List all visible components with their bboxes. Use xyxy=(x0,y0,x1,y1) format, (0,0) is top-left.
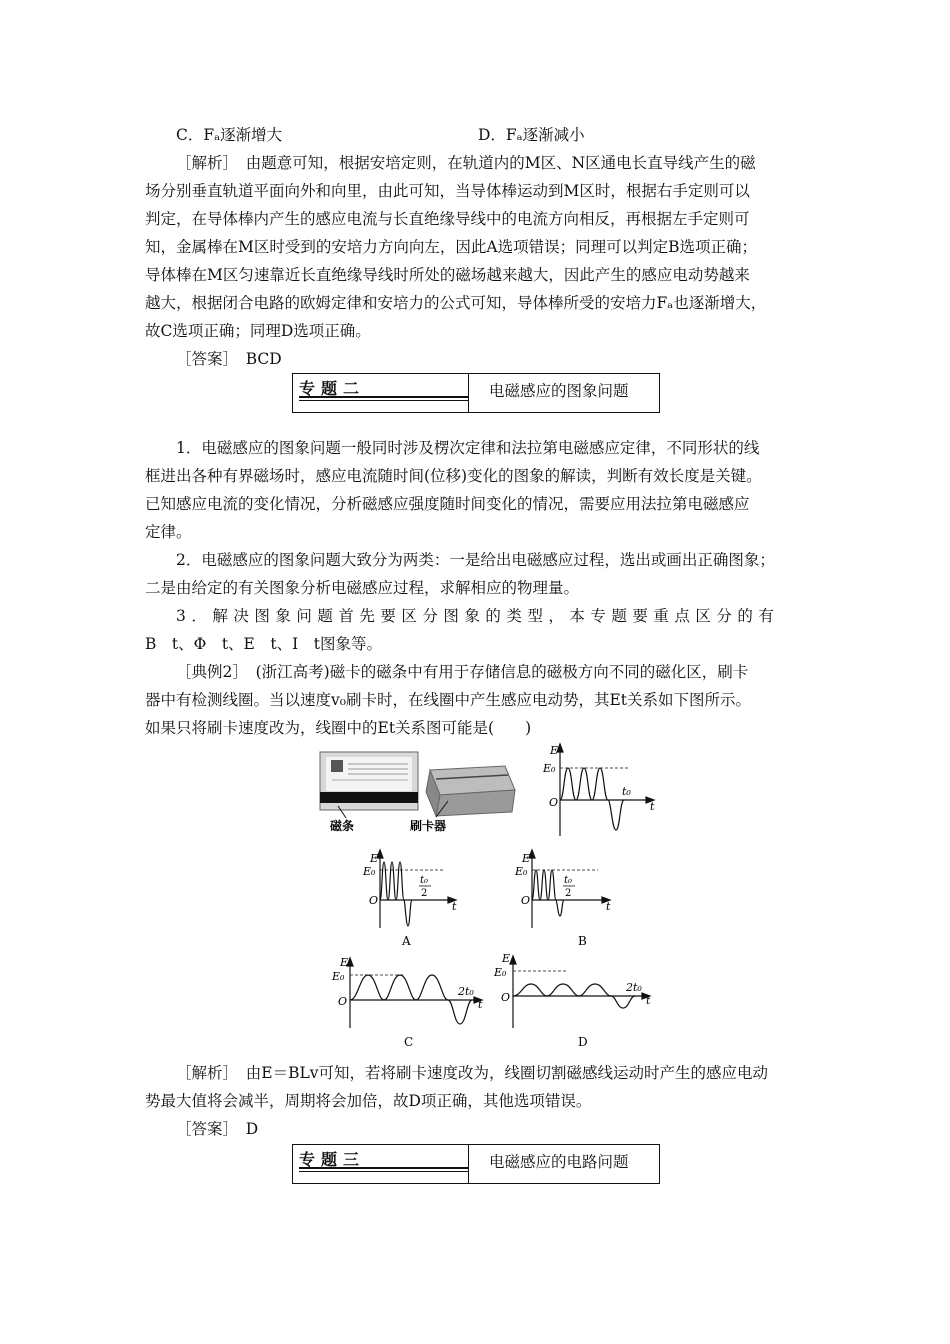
axis-t: t xyxy=(478,998,483,1011)
analysis-line: ［解析］ 由题意可知，根据安培定则，在轨道内的M区、N区通电长直导线产生的磁 xyxy=(176,154,756,172)
main-graph xyxy=(557,744,654,836)
topic-title: 电磁感应的电路问题 xyxy=(489,1153,629,1171)
axis-e: E xyxy=(502,952,511,965)
origin-label: O xyxy=(501,991,511,1004)
t0-half-num: t₀ xyxy=(420,875,429,886)
analysis-line: 势最大值将会减半，周期将会加倍，故D项正确，其他选项错误。 xyxy=(145,1092,592,1110)
label-strip: 磁条 xyxy=(330,819,355,833)
answer-line: ［答案］ BCD xyxy=(176,350,282,368)
axis-t: t xyxy=(452,900,457,913)
e0-label: E₀ xyxy=(543,762,556,775)
topic-header-2 xyxy=(292,373,660,413)
topic-title: 电磁感应的图象问题 xyxy=(489,382,629,400)
option-d-label: D xyxy=(578,1035,588,1049)
axis-e: E xyxy=(370,852,379,865)
point-line: 定律。 xyxy=(145,523,192,541)
axis-t: t xyxy=(646,994,651,1007)
point-line: 二是由给定的有关图象分析电磁感应过程，求解相应的物理量。 xyxy=(145,579,580,597)
analysis-line: 导体棒在M区匀速靠近长直绝缘导线时所处的磁场越来越大，因此产生的感应电动势越来 xyxy=(145,266,750,284)
point-line: 3．解决图象问题首先要区分图象的类型，本专题要重点区分的有 xyxy=(176,607,780,625)
topic-label: 专题三 xyxy=(299,1150,366,1169)
figure xyxy=(300,740,680,1060)
e0-label: E₀ xyxy=(332,970,345,983)
analysis-line: 判定，在导体棒内产生的感应电流与长直绝缘导线中的电流方向相反，再根据左手定则可 xyxy=(145,210,750,228)
axis-e: E xyxy=(522,852,531,865)
card-image xyxy=(320,752,418,818)
e0-label: E₀ xyxy=(515,865,528,878)
axis-e: E xyxy=(550,744,559,757)
option-b-label: B xyxy=(578,934,587,948)
axis-t: t xyxy=(650,800,655,813)
axis-t: t xyxy=(606,900,611,913)
origin-label: O xyxy=(338,995,348,1008)
analysis-line: 场分别垂直轨道平面向外和向里，由此可知，当导体棒运动到M区时，根据右手定则可以 xyxy=(145,182,750,200)
label-reader: 刷卡器 xyxy=(410,819,447,833)
graph-a xyxy=(377,850,456,928)
card-reader-image xyxy=(426,766,515,817)
e0-label: E₀ xyxy=(494,966,507,979)
topic-label: 专题二 xyxy=(299,379,366,398)
topic-header-3 xyxy=(292,1144,660,1184)
origin-label: O xyxy=(549,796,559,809)
point-line: 已知感应电流的变化情况，分析磁感应强度随时间变化的情况，需要应用法拉第电磁感应 xyxy=(145,495,750,513)
origin-label: O xyxy=(369,894,379,907)
point-line: 2．电磁感应的图象问题大致分为两类：一是给出电磁感应过程，选出或画出正确图象； xyxy=(176,551,775,569)
point-line: 1．电磁感应的图象问题一般同时涉及楞次定律和法拉第电磁感应定律，不同形状的线 xyxy=(176,439,760,457)
analysis-line: 知，金属棒在M区时受到的安培力方向向左，因此A选项错误；同理可以判定B选项正确； xyxy=(145,238,757,256)
answer-line: ［答案］ D xyxy=(176,1120,259,1138)
option-a-label: A xyxy=(402,934,411,948)
axis-e: E xyxy=(340,956,349,969)
analysis-line: ［解析］ 由E＝BLv可知，若将刷卡速度改为，线圈切割磁感线运动时产生的感应电动 xyxy=(176,1064,769,1082)
example-line: 如果只将刷卡速度改为，线圈中的Et关系图可能是( ) xyxy=(145,719,532,737)
example-line: 器中有检测线圈。当以速度v₀刷卡时，在线圈中产生感应电动势，其Et关系如下图所示。 xyxy=(145,691,752,709)
two-t0-label: 2t₀ xyxy=(458,985,474,998)
point-line: B t、Φ t、E t、I t图象等。 xyxy=(145,635,382,653)
two-t0-label: 2t₀ xyxy=(626,981,642,994)
t0-label: t₀ xyxy=(622,785,631,798)
origin-label: O xyxy=(521,894,531,907)
t0-half-den: 2 xyxy=(565,888,572,899)
example-line: ［典例2］ (浙江高考)磁卡的磁条中有用于存储信息的磁极方向不同的磁化区，刷卡 xyxy=(176,663,749,681)
option-d: D．Fₐ逐渐减小 xyxy=(478,126,585,144)
e0-label: E₀ xyxy=(363,865,376,878)
t0-half-num: t₀ xyxy=(564,875,573,886)
point-line: 框进出各种有界磁场时，感应电流随时间(位移)变化的图象的解读，判断有效长度是关键。 xyxy=(145,467,762,485)
analysis-line: 越大，根据闭合电路的欧姆定律和安培力的公式可知，导体棒所受的安培力Fₐ也逐渐增大， xyxy=(145,294,767,312)
analysis-line: 故C选项正确；同理D选项正确。 xyxy=(145,322,371,340)
option-c-label: C xyxy=(404,1035,414,1049)
t0-half-den: 2 xyxy=(421,888,428,899)
option-c: C．Fₐ逐渐增大 xyxy=(176,126,283,144)
